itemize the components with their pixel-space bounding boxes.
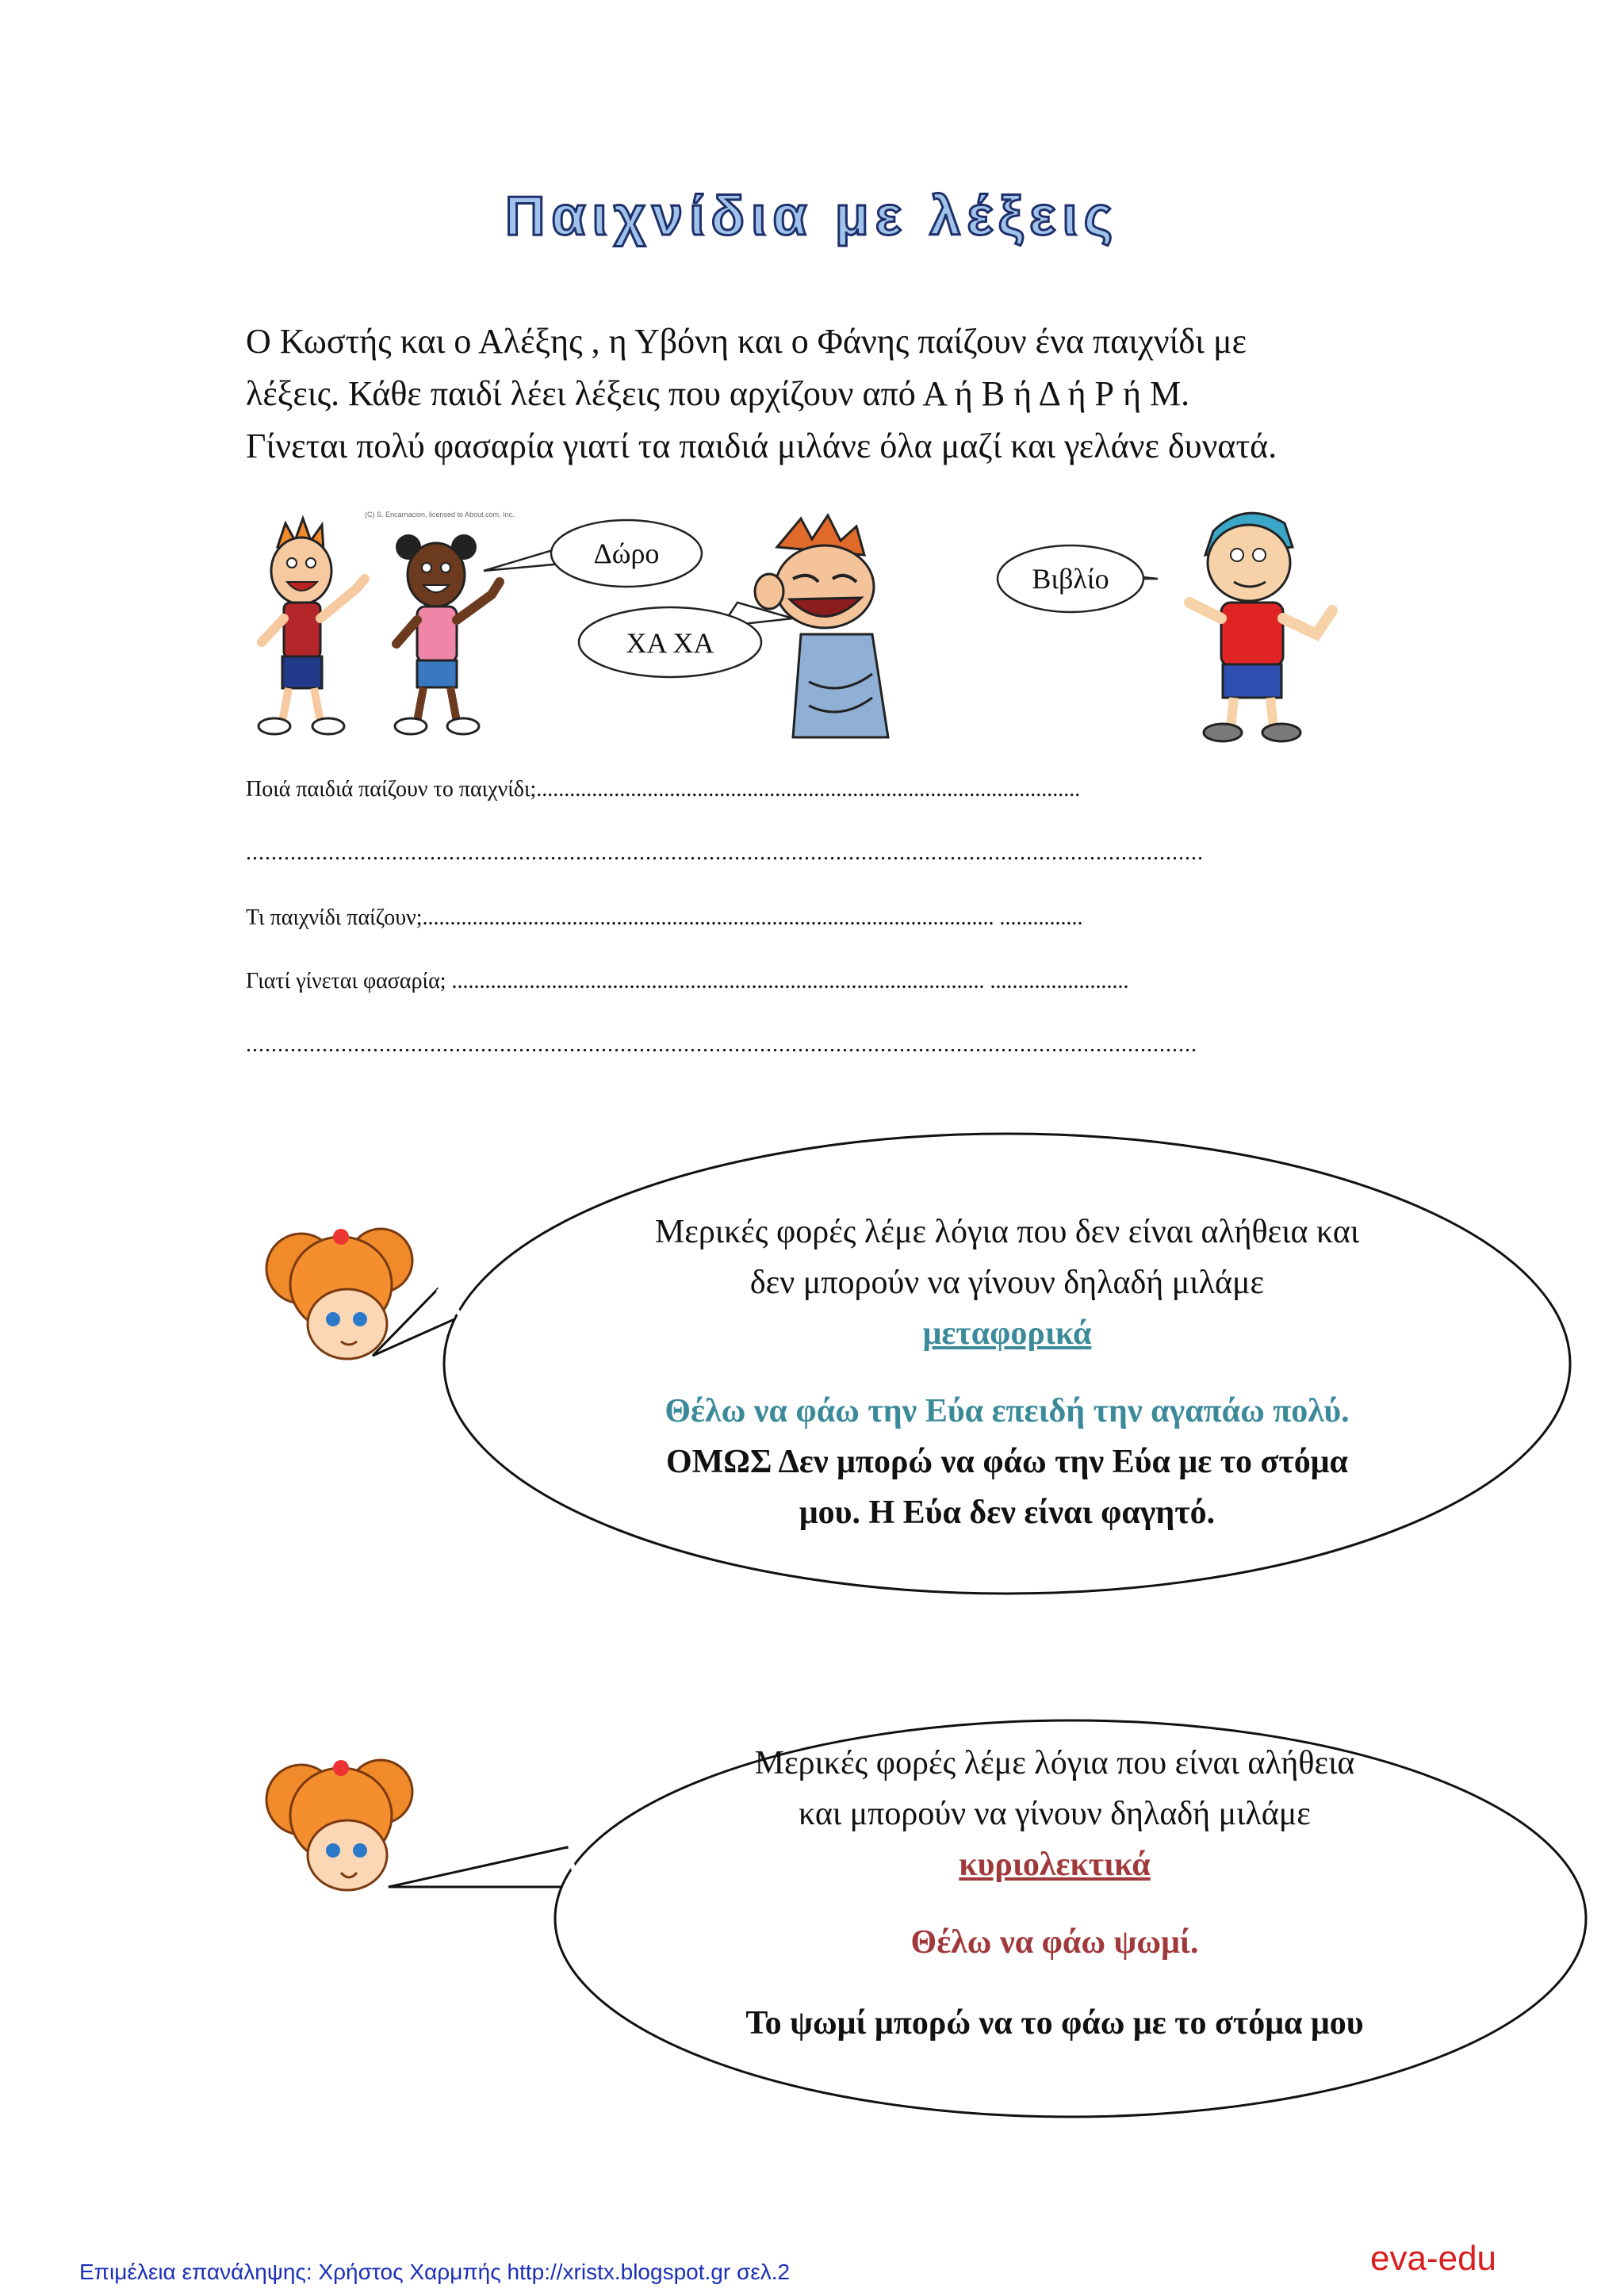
boy-fanis-figure bbox=[1189, 513, 1332, 741]
bubble1-bold-line2: μου. Η Εύα δεν είναι φαγητό. bbox=[799, 1494, 1216, 1531]
intro-line: Ο Κωστής και ο Αλέξης , η Υβόνη και ο Φάνης παίζουν ένα παιχνίδι με bbox=[246, 322, 1247, 361]
page-title: Παιχνίδια με λέξεις bbox=[504, 185, 1120, 247]
bubble1-line2: δεν μπορούν να γίνουν δηλαδή μιλάμε bbox=[749, 1265, 1265, 1301]
speech-bubble-doro bbox=[484, 520, 702, 587]
intro-line: λέξεις. Κάθε παιδί λέει λέξεις που αρχίζουν από Α ή Β ή Δ ή Ρ ή Μ. bbox=[246, 374, 1190, 413]
boy-kostis-figure bbox=[259, 519, 365, 734]
intro-line: Γίνεται πολύ φασαρία γιατί τα παιδιά μιλάνε όλα μαζί και γελάνε δυνατά. bbox=[246, 427, 1277, 465]
intro-paragraph bbox=[246, 316, 1380, 473]
image-credit: (C) S. Encarnacion, licensed to About.com, Inc. bbox=[365, 511, 515, 519]
question-1: Ποιά παιδιά παίζουν το παιχνίδι;.................................................................................................. bbox=[246, 777, 1081, 802]
bubble2-example: Θέλω να φάω ψωμί. bbox=[910, 1924, 1199, 1961]
question-2: Τι παιχνίδι παίζουν;....................................................................................................... ............... bbox=[246, 905, 1083, 930]
bubble1-line1: Μερικές φορές λέμε λόγια που δεν είναι αλήθεια και bbox=[654, 1214, 1360, 1250]
footer-credit: Επιμέλεια επανάληψης: Χρήστος Χαρμπής http://xristx.blogspot.gr σελ.2 bbox=[79, 2260, 791, 2284]
bubble1-bold-line1: ΟΜΩΣ Δεν μπορώ να φάω την Εύα με το στόμα bbox=[666, 1444, 1348, 1480]
bubble2-line2: και μπορούν να γίνουν δηλαδή μιλάμε bbox=[799, 1796, 1311, 1832]
boy-alexis-figure bbox=[755, 515, 888, 737]
speech-bubble-vivlio bbox=[998, 545, 1158, 612]
keyword-kyriolektika: κυριολεκτικά bbox=[959, 1846, 1151, 1883]
question-3: Γιατί γίνεται φασαρία; ................................................................................................ ......................... bbox=[246, 969, 1129, 993]
brand-logo-text: eva-edu bbox=[1370, 2239, 1497, 2278]
girl-head-icon bbox=[266, 1760, 412, 1890]
bubble2-bold-line1: Το ψωμί μπορώ να το φάω με το στόμα μου bbox=[745, 2005, 1364, 2042]
keyword-metaforika: μεταφορικά bbox=[922, 1315, 1092, 1352]
answer-line-1[interactable]: ....................................................................................................................................................... bbox=[246, 840, 1204, 865]
bubble-text-vivlio: Βιβλίο bbox=[1032, 563, 1109, 595]
bubble2-line1: Μερικές φορές λέμε λόγια που είναι αλήθεια bbox=[754, 1745, 1355, 1781]
bubble-text-doro: Δώρο bbox=[593, 538, 660, 569]
children-illustration bbox=[254, 499, 1388, 753]
bubble1-example: Θέλω να φάω την Εύα επειδή την αγαπάω πολύ. bbox=[665, 1393, 1350, 1429]
answer-line-3[interactable]: ...................................................................................................................................................... bbox=[246, 1032, 1197, 1057]
girl-yvoni-figure bbox=[395, 534, 500, 734]
metaphor-bubble bbox=[508, 1207, 1507, 1538]
bubble-text-xaxa: ΧΑ ΧΑ bbox=[626, 627, 714, 659]
literal-bubble bbox=[603, 1738, 1507, 2049]
speech-bubble-xaxa bbox=[579, 603, 793, 677]
